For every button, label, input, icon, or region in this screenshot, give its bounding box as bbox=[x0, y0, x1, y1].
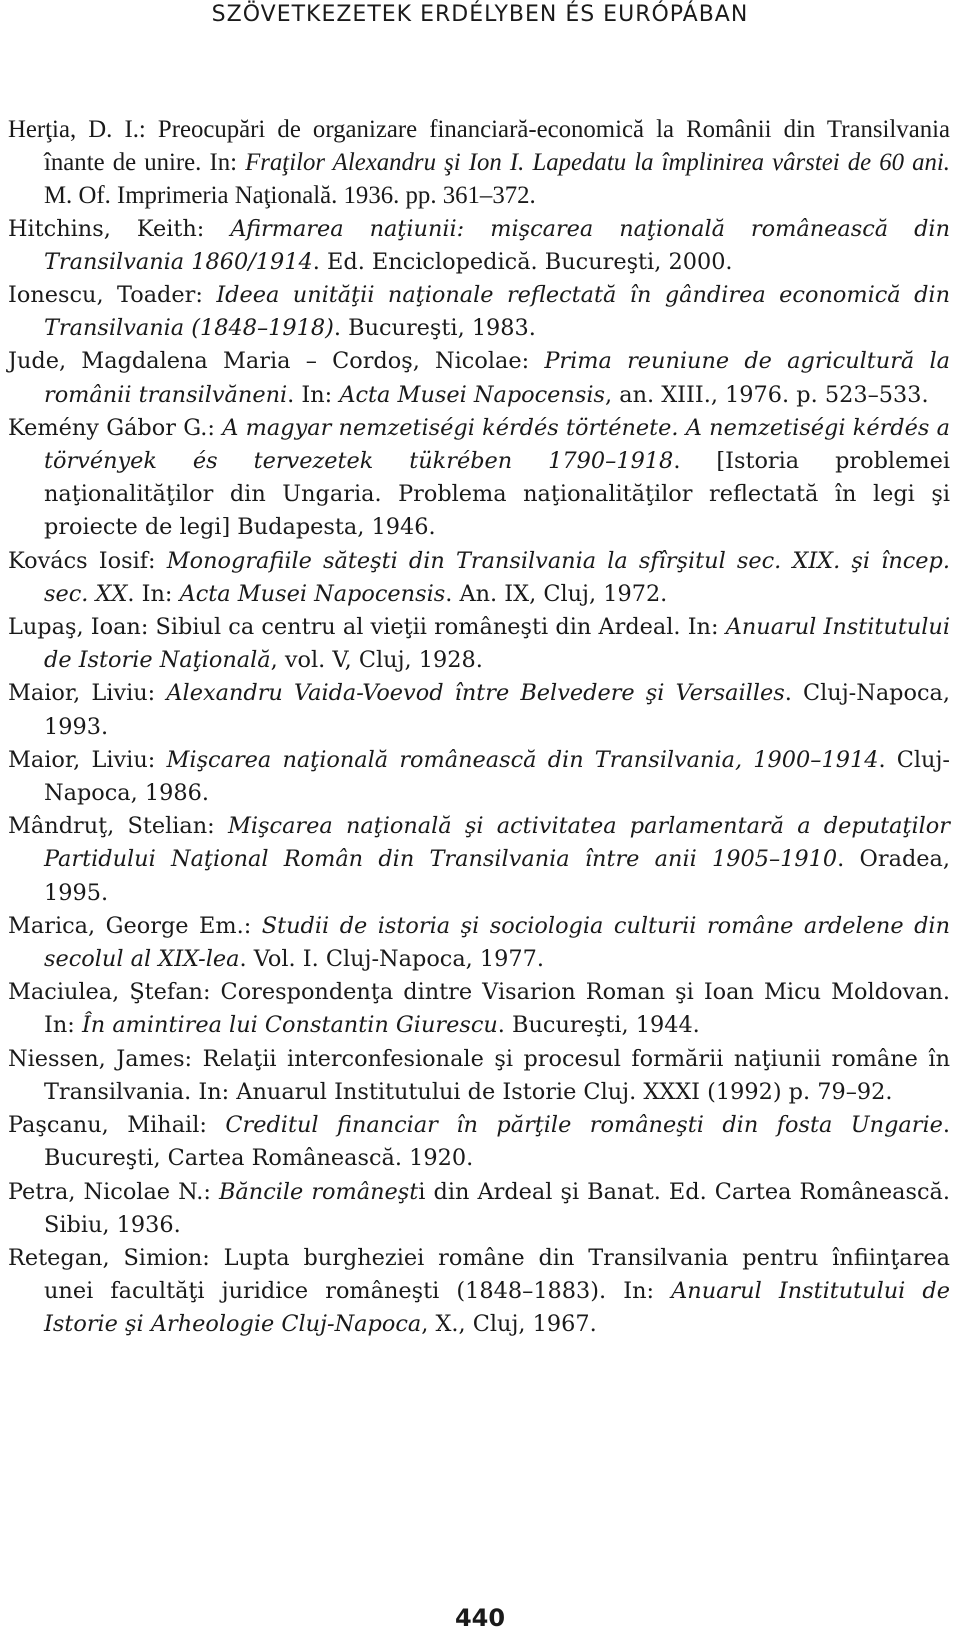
entry-title-italic: A magyar nemzetiségi kérdés története. A nemzetiségi kérdés a törvények és tervezetek tükrében 1790–1918 bbox=[44, 414, 950, 475]
entry-text: Kemény Gábor G.: bbox=[8, 414, 223, 441]
bibliography-entry bbox=[8, 545, 950, 611]
bibliography-entry bbox=[8, 1043, 950, 1109]
entry-title-italic: Mişcarea naţională şi activitatea parlamentară a deputaţilor Partidului Naţional Român din Transilvania între anii 1905–1910 bbox=[44, 813, 950, 873]
entry-title-italic: Acta Musei Napocensis bbox=[339, 381, 605, 408]
entry-text: . Cluj-Napoca, 1993. bbox=[44, 680, 950, 740]
page-number: 440 bbox=[454, 1604, 506, 1632]
running-header: SZÖVETKEZETEK ERDÉLYBEN ÉS EURÓPÁBAN bbox=[211, 2, 749, 27]
entry-text: Maior, Liviu: bbox=[8, 680, 167, 707]
entry-title-italic: Mişcarea naţională românească din Transilvania, 1900–1914 bbox=[166, 746, 879, 773]
entry-text: M. Of. Imprimeria Naţională. 1936. pp. 361–372. bbox=[44, 182, 536, 210]
entry-title-italic: Băncile româneşt bbox=[218, 1178, 419, 1205]
entry-title-italic: Afirmarea naţiunii: mişcarea naţională românească din Transilvania 1860/1914 bbox=[44, 215, 950, 275]
entry-title-italic: În amintirea lui Constantin Giurescu bbox=[81, 1012, 498, 1039]
entry-title-italic: Anuarul Institutului de Istorie şi Arheologie Cluj-Napoca bbox=[44, 1278, 950, 1338]
entry-text: Niessen, James: Relaţii interconfesionale şi procesul formării naţiunii române în Transilvania. In: Anuarul Institutului de Istorie Cluj. XXXI (1992) p. 79–92. bbox=[8, 1045, 950, 1105]
bibliography-entry bbox=[8, 1176, 950, 1242]
entry-text: . Oradea, 1995. bbox=[44, 846, 950, 906]
bibliography-entry bbox=[8, 910, 950, 976]
entry-text: Hitchins, Keith: bbox=[8, 215, 231, 242]
entry-text: Herţia, D. I.: Preocupări de organizare financiară-economică la Românii din Transilvania înante de unire. In: bbox=[8, 116, 950, 177]
bibliography-entry bbox=[8, 213, 950, 279]
entry-text: . Bucureşti, 1944. bbox=[497, 1012, 700, 1039]
entry-title-italic: Studii de istoria şi sociologia culturii române ardelene din secolul al XIX-lea bbox=[44, 912, 951, 973]
entry-text: . Cluj-Napoca, 1986. bbox=[44, 746, 950, 807]
entry-text: Lupaş, Ioan: Sibiul ca centru al vieţii româneşti din Ardeal. In: bbox=[8, 614, 726, 641]
bibliography-entry bbox=[8, 1242, 950, 1342]
entry-text: . An. IX, Cluj, 1972. bbox=[445, 580, 668, 607]
bibliography-entry bbox=[8, 611, 950, 677]
entry-text: Kovács Iosif: bbox=[8, 547, 167, 574]
entry-title-italic: Ideea unităţii naţionale reflectată în gândirea economică din Transilvania (1848–1918) bbox=[44, 282, 950, 342]
entry-title-italic: Anuarul Institutului de Istorie Naţională bbox=[44, 614, 950, 674]
entry-text: Petra, Nicolae N.: bbox=[8, 1178, 219, 1205]
bibliography-entry bbox=[8, 810, 950, 910]
entry-text: , vol. V, Cluj, 1928. bbox=[270, 647, 483, 674]
entry-text: . Ed. Enciclopedică. Bucureşti, 2000. bbox=[312, 248, 733, 275]
entry-text: . [Istoria problemei naţionalităţilor din Ungaria. Problema naţionalităţilor reflectată în legi şi proiecte de legi] Budapesta, 1946. bbox=[44, 448, 950, 541]
entry-text: Marica, George Em.: bbox=[8, 912, 262, 939]
entry-text: , an. XIII., 1976. p. 523–533. bbox=[605, 381, 929, 408]
entry-title-italic: Monografiile săteşti din Transilvania la sfîrşitul sec. XIX. şi încep. sec. XX bbox=[44, 547, 950, 607]
entry-text: . Bucureşti, 1983. bbox=[333, 315, 536, 342]
bibliography-entry bbox=[8, 976, 950, 1042]
entry-text: i din Ardeal şi Banat. Ed. Cartea Românească. Sibiu, 1936. bbox=[44, 1178, 950, 1238]
bibliography-entry bbox=[8, 345, 950, 411]
entry-text: . In: bbox=[127, 580, 180, 607]
entry-text: Retegan, Simion: Lupta burgheziei române din Transilvania pentru înfiinţarea unei facultăţi juridice româneşti (1848–1883). In: bbox=[8, 1244, 950, 1305]
entry-text: Paşcanu, Mihail: bbox=[8, 1112, 226, 1139]
entry-title-italic: Creditul financiar în părţile româneşti din fosta Ungarie bbox=[225, 1112, 943, 1139]
entry-title-italic: Fraţilor Alexandru şi Ion I. Lapedatu la împlinirea vârstei de 60 ani. bbox=[245, 149, 951, 177]
entry-text: Ionescu, Toader: bbox=[8, 282, 217, 309]
bibliography-entry bbox=[8, 1109, 950, 1175]
entry-text: , X., Cluj, 1967. bbox=[421, 1311, 597, 1338]
bibliography-list bbox=[8, 113, 950, 1342]
entry-text: Maior, Liviu: bbox=[8, 746, 167, 773]
entry-title-italic: Acta Musei Napocensis bbox=[179, 580, 446, 607]
bibliography-entry bbox=[8, 744, 950, 810]
entry-text: Maciulea, Ştefan: Corespondenţa dintre Visarion Roman şi Ioan Micu Moldovan. In: bbox=[8, 979, 950, 1039]
bibliography-entry bbox=[8, 412, 950, 545]
entry-text: . In: bbox=[287, 381, 340, 408]
entry-text: . Vol. I. Cluj-Napoca, 1977. bbox=[239, 946, 545, 973]
entry-text: Mândruţ, Stelian: bbox=[8, 813, 228, 840]
entry-title-italic: Prima reuniune de agricultură la românii transilvăneni bbox=[44, 348, 951, 408]
bibliography-entry bbox=[8, 279, 950, 345]
bibliography-entry bbox=[8, 113, 950, 213]
entry-text: . Bucureşti, Cartea Românească. 1920. bbox=[44, 1112, 950, 1172]
entry-text: Jude, Magdalena Maria – Cordoş, Nicolae: bbox=[8, 348, 545, 375]
bibliography-entry bbox=[8, 677, 950, 743]
entry-title-italic: Alexandru Vaida-Voevod între Belvedere şi Versailles bbox=[166, 680, 785, 707]
